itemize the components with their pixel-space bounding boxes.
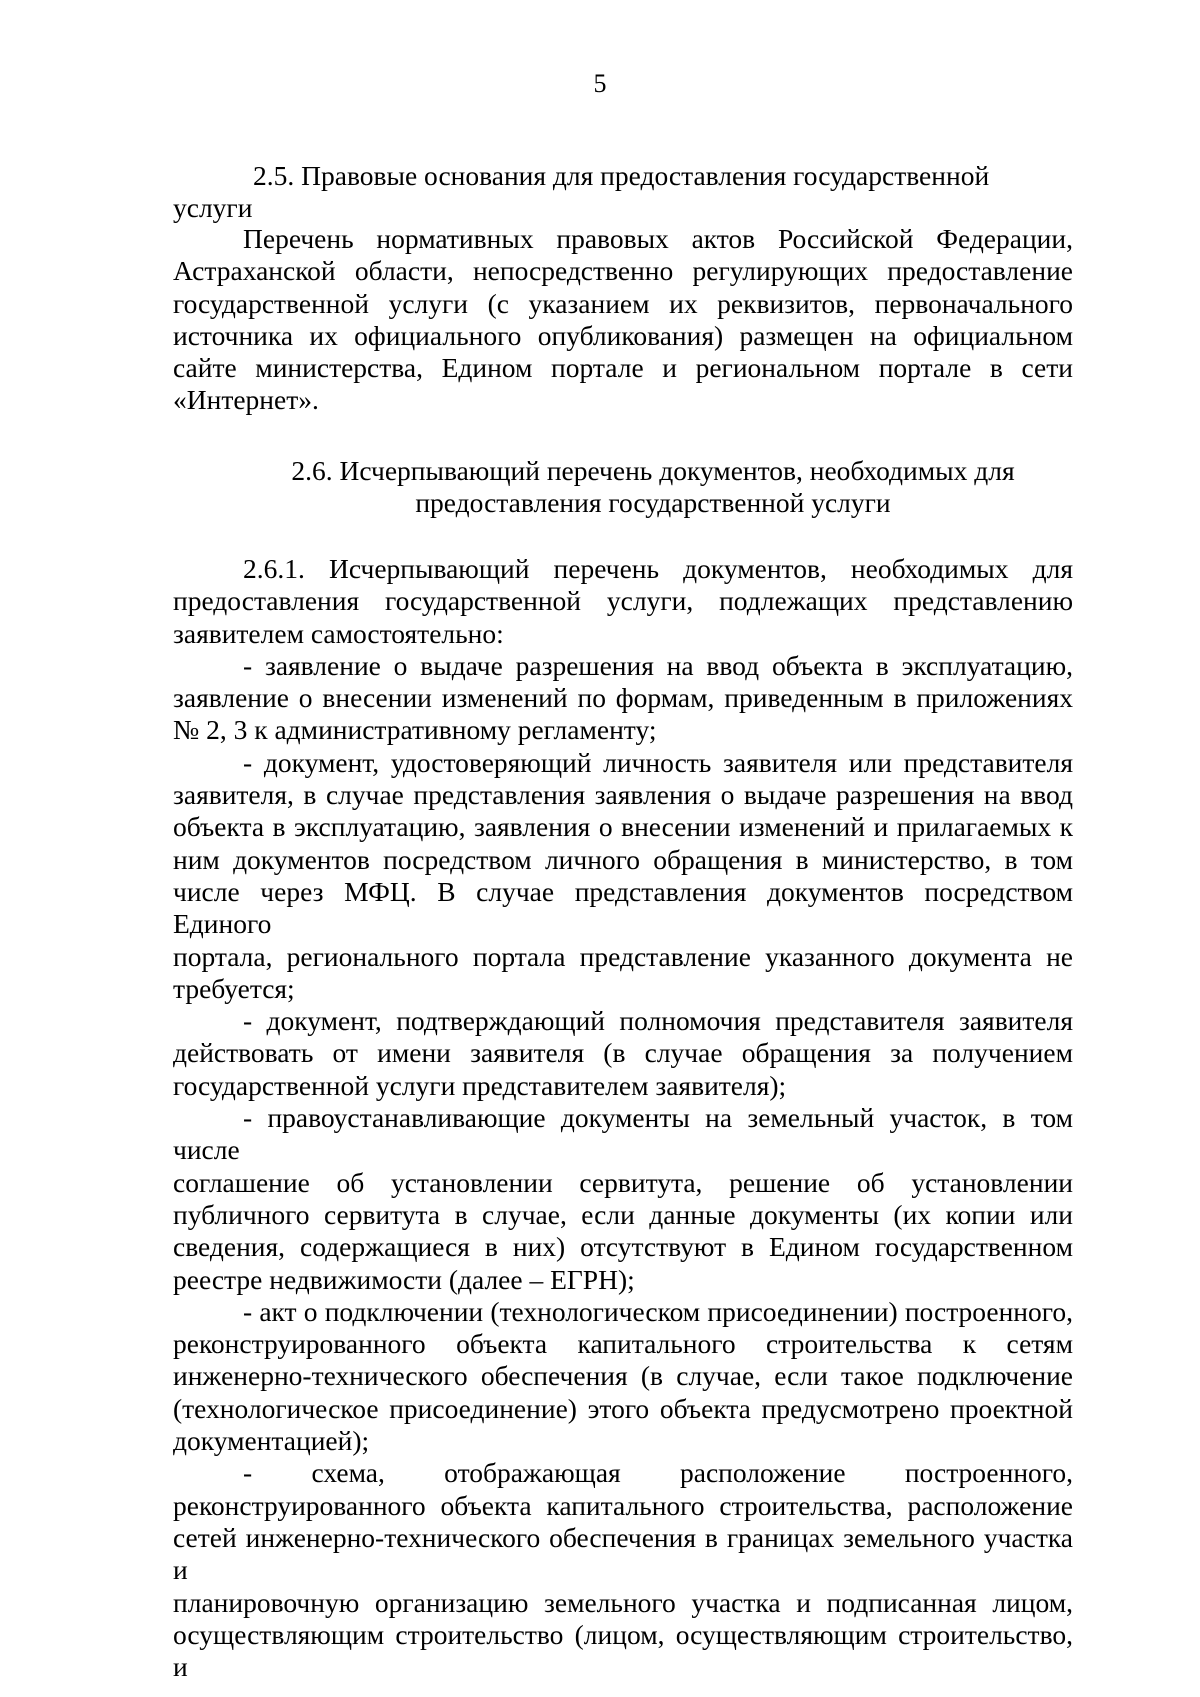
text-line: соглашение об установлении сервитута, решение об установлении: [173, 1166, 1073, 1198]
text-line: инженерно-технического обеспечения (в случае, если такое подключение: [173, 1360, 1073, 1392]
list-item-line: - правоустанавливающие документы на земельный участок, в том числе: [173, 1102, 1073, 1166]
text-line: «Интернет».: [173, 384, 319, 416]
text-line: Перечень нормативных правовых актов Российской Федерации,: [243, 223, 1073, 254]
text-line: государственной услуги (с указанием их реквизитов, первоначального: [173, 287, 1073, 319]
list-item-line: - заявление о выдаче разрешения на ввод объекта в эксплуатацию,: [243, 649, 1073, 681]
text-line: 2.6.1. Исчерпывающий перечень документов, необходимых для: [243, 553, 1073, 584]
section-2-5-paragraph: [173, 223, 1073, 417]
text-line: сведения, содержащиеся в них) отсутствуют в Едином государственном: [173, 1231, 1073, 1263]
text-line: реконструированного объекта капитального строительства, расположение: [173, 1489, 1073, 1521]
heading-line: предоставления государственной услуги: [415, 487, 891, 519]
section-2-6-1-body: [173, 553, 1073, 1683]
text-line: реконструированного объекта капитального строительства к сетям: [173, 1328, 1073, 1360]
text-line: источника их официального опубликования) размещен на официальном: [173, 319, 1073, 351]
heading-line: 2.6. Исчерпывающий перечень документов, необходимых для: [291, 455, 1015, 486]
list-item-line: - схема, отображающая расположение построенного,: [243, 1457, 1073, 1489]
text-line: объекта в эксплуатацию, заявления о внесении изменений и прилагаемых к: [173, 811, 1073, 843]
page-number: 5: [593, 69, 607, 98]
text-line: заявление о внесении изменений по формам, приведенным в приложениях: [173, 682, 1073, 714]
text-line: заявителя, в случае представления заявления о выдаче разрешения на ввод: [173, 779, 1073, 811]
section-2-6-heading: [173, 455, 1073, 520]
list-item-line: - акт о подключении (технологическом присоединении) построенного,: [243, 1295, 1073, 1327]
text-line: (технологическое присоединение) этого объекта предусмотрено проектной: [173, 1392, 1073, 1424]
text-line: публичного сервитута в случае, если данные документы (их копии или: [173, 1198, 1073, 1230]
text-line: Астраханской области, непосредственно регулирующих предоставление: [173, 255, 1073, 287]
text-line: портала, регионального портала представление указанного документа не: [173, 940, 1073, 972]
text-line: заявителем самостоятельно:: [173, 617, 504, 649]
text-line: документацией);: [173, 1425, 370, 1457]
text-line: сайте министерства, Едином портале и региональном портале в сети: [173, 352, 1073, 384]
section-2-5-heading: 2.5. Правовые основания для предоставления государственной услуги: [173, 160, 990, 224]
list-item-line: - документ, удостоверяющий личность заявителя или представителя: [243, 746, 1073, 778]
text-line: действовать от имени заявителя (в случае обращения за получением: [173, 1037, 1073, 1069]
text-line: предоставления государственной услуги, подлежащих представлению: [173, 585, 1073, 617]
text-line: № 2, 3 к административному регламенту;: [173, 714, 657, 746]
text-line: требуется;: [173, 972, 295, 1004]
text-line: реестре недвижимости (далее – ЕГРН);: [173, 1263, 635, 1295]
text-line: планировочную организацию земельного участка и подписанная лицом,: [173, 1586, 1073, 1618]
text-line: государственной услуги представителем заявителя);: [173, 1069, 787, 1101]
list-item-line: - документ, подтверждающий полномочия представителя заявителя: [243, 1005, 1073, 1037]
text-line: осуществляющим строительство (лицом, осуществляющим строительство, и: [173, 1618, 1073, 1683]
text-line: ним документов посредством личного обращения в министерство, в том: [173, 843, 1073, 875]
text-line: сетей инженерно-технического обеспечения в границах земельного участка и: [173, 1521, 1073, 1586]
text-line: числе через МФЦ. В случае представления документов посредством Единого: [173, 875, 1073, 940]
